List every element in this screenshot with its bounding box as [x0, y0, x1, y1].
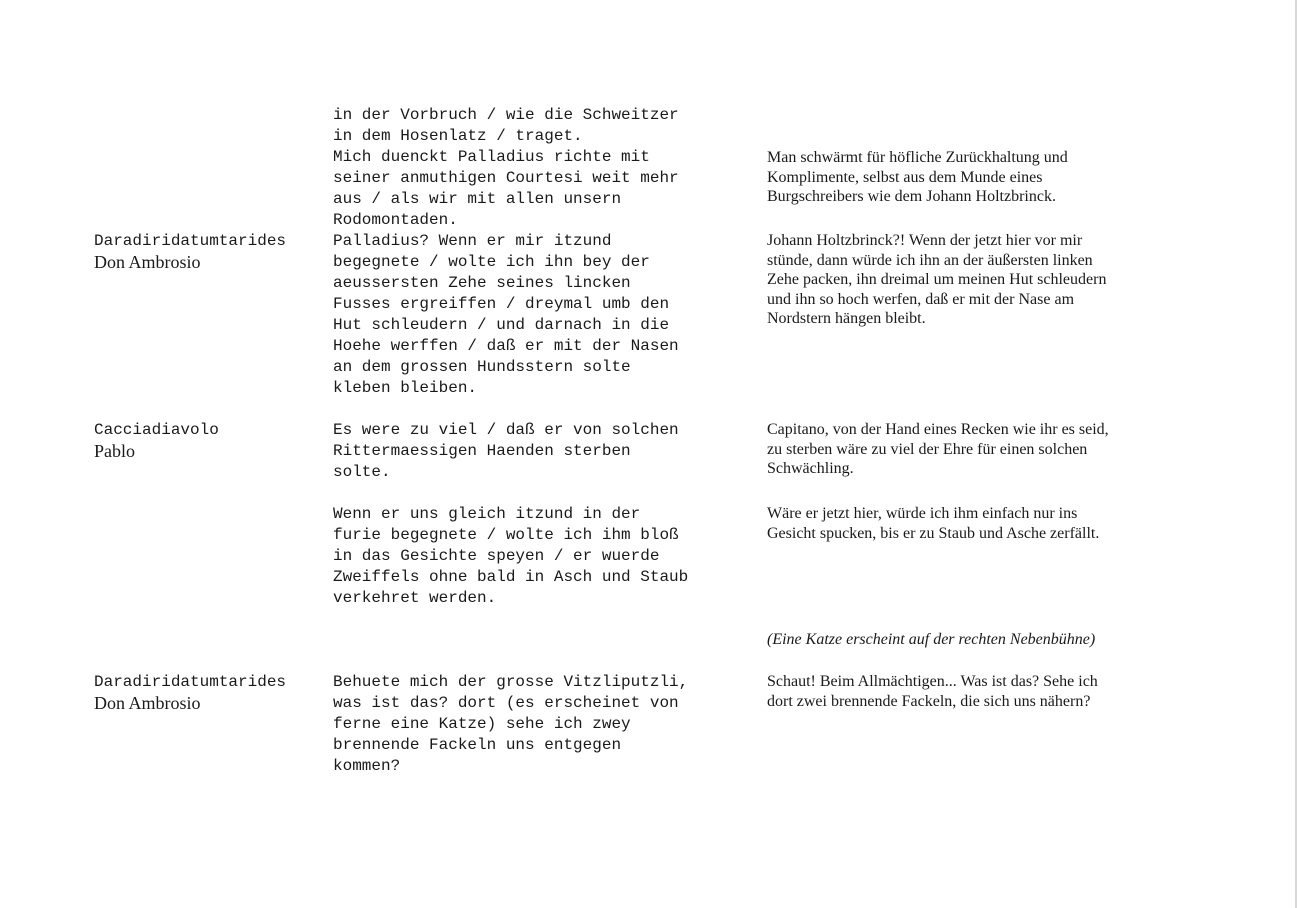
speaker: [94, 420, 324, 462]
stage-direction: (Eine Katze erscheint auf der rechten Nebenbühne): [767, 631, 1096, 648]
speaker: [94, 231, 324, 273]
modern-text: Capitano, von der Hand eines Recken wie ihr es seid, zu sterben wäre zu viel der Ehre für einen solchen Schwächling.: [767, 421, 1109, 477]
speaker-modern-name: Don Ambrosio: [94, 252, 201, 272]
original-text: Wenn er uns gleich itzund in der furie begegnete / wolte ich ihm bloß in das Gesichte speyen / er wuerde Zweiffels ohne bald in Asch und Staub verkehret werden.: [333, 505, 689, 607]
speaker-modern-name: Pablo: [94, 441, 136, 461]
speaker-original-name: Cacciadiavolo: [94, 421, 219, 439]
original-text: Es were zu viel / daß er von solchen Rittermaessigen Haenden sterben solte.: [333, 421, 679, 481]
speaker: [94, 672, 324, 714]
modern-text: Johann Holtzbrinck?! Wenn der jetzt hier vor mir stünde, dann würde ich ihn an der äußersten linken Zehe packen, ihn dreimal um meinen Hut schleudern und ihn so hoch werfen, daß er mit der Nase am Nordstern hängen bleibt.: [767, 232, 1107, 327]
modern-text: Schaut! Beim Allmächtigen... Was ist das? Sehe ich dort zwei brennende Fackeln, die sich uns nähern?: [767, 673, 1098, 710]
original-text: Behuete mich der grosse Vitzliputzli, was ist das? dort (es erscheinet von ferne eine Katze) sehe ich zwey brennende Fackeln uns entgegen kommen?: [333, 673, 689, 775]
original-text: Palladius? Wenn er mir itzund begegnete / wolte ich ihn bey der aeussersten Zehe seines lincken Fusses ergreiffen / dreymal umb den Hut schleudern / und darnach in die Hoehe werffen / daß er mit der Nasen an dem grossen Hundsstern solte kleben bleiben.: [333, 232, 679, 397]
speaker-original-name: Daradiridatumtarides: [94, 673, 287, 691]
original-text: in der Vorbruch / wie die Schweitzer in dem Hosenlatz / traget. Mich duenckt Palladius richte mit seiner anmuthigen Courtesi weit mehr aus / als wir mit allen unsern Rodomontaden.: [333, 106, 679, 229]
modern-text: Man schwärmt für höfliche Zurückhaltung und Komplimente, selbst aus dem Munde eines Burgschreibers wie dem Johann Holtzbrinck.: [767, 149, 1068, 205]
speaker-original-name: Daradiridatumtarides: [94, 232, 287, 250]
speaker-modern-name: Don Ambrosio: [94, 693, 201, 713]
modern-text: Wäre er jetzt hier, würde ich ihm einfach nur ins Gesicht spucken, bis er zu Staub und Asche zerfällt.: [767, 505, 1100, 542]
